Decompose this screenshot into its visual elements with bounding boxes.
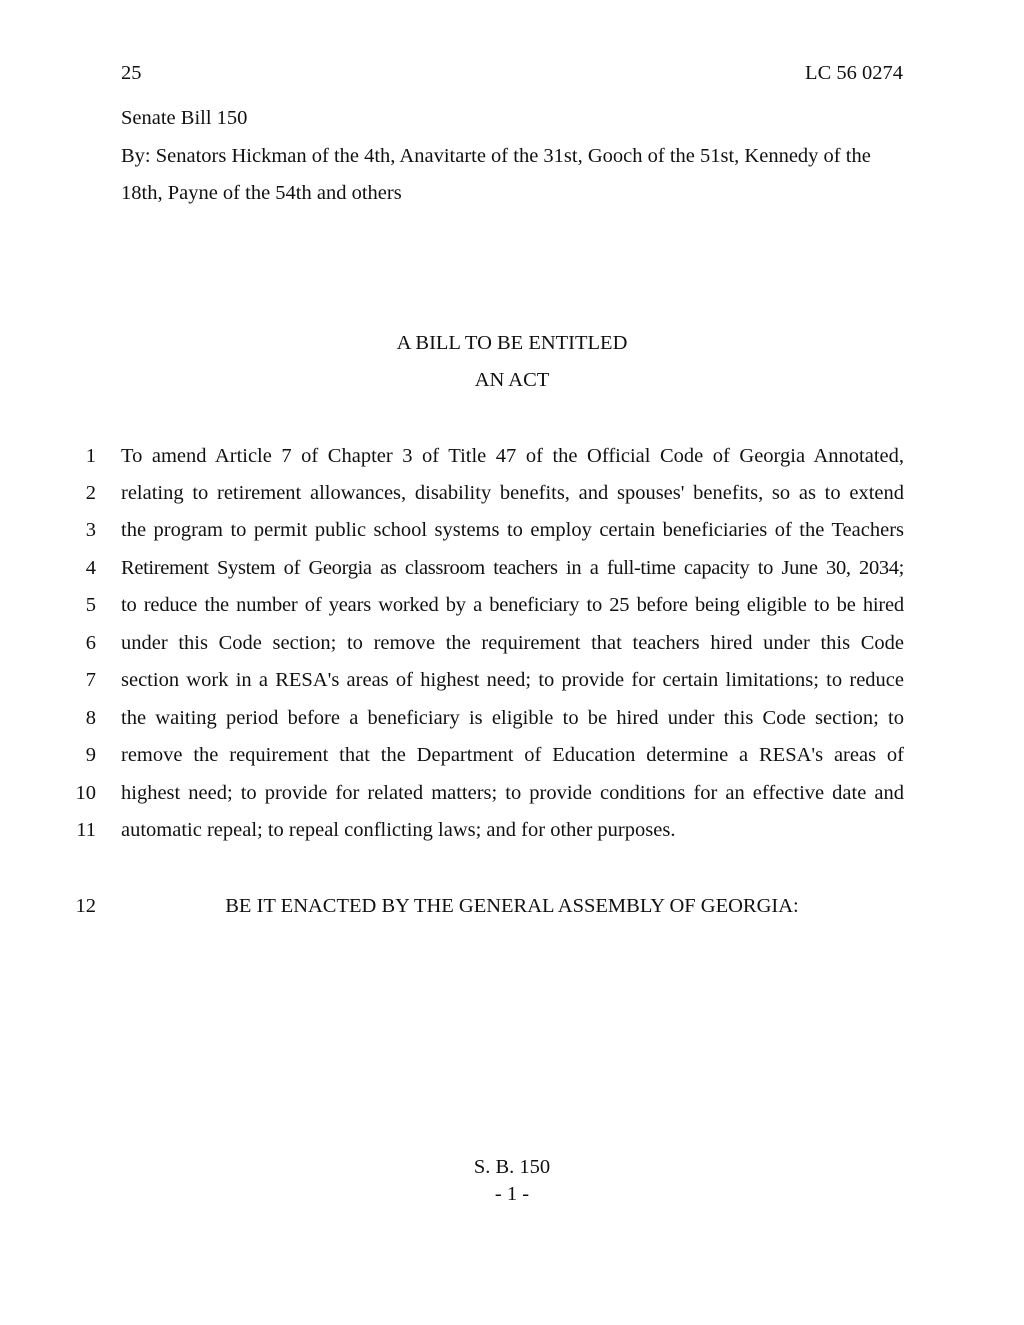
line-text: relating to retirement allowances, disability benefits, and spouses' benefits, so as to extend	[121, 482, 904, 504]
bill-title-line-1: A BILL TO BE ENTITLED	[396, 332, 628, 354]
line-text: to reduce the number of years worked by a beneficiary to 25 before being eligible to be hired	[121, 594, 904, 616]
body-line	[0, 594, 1024, 624]
line-number: 2	[85, 482, 96, 504]
enacting-clause-line	[0, 895, 1024, 925]
line-number: 11	[76, 819, 96, 841]
sponsors-line-2: 18th, Payne of the 54th and others	[121, 182, 402, 204]
line-text: Retirement System of Georgia as classroom teachers in a full-time capacity to June 30, 2034;	[121, 557, 904, 579]
footer-page-number: - 1 -	[494, 1183, 530, 1205]
line-text: highest need; to provide for related matters; to provide conditions for an effective date and	[121, 782, 904, 804]
body-line	[0, 744, 1024, 774]
body-line	[0, 669, 1024, 699]
line-text: section work in a RESA's areas of highest need; to provide for certain limitations; to reduce	[121, 669, 904, 691]
body-line	[0, 632, 1024, 662]
line-number: 9	[85, 744, 96, 766]
line-number: 3	[85, 519, 96, 541]
line-text: the waiting period before a beneficiary is eligible to be hired under this Code section; to	[121, 707, 904, 729]
line-text: under this Code section; to remove the requirement that teachers hired under this Code	[121, 632, 904, 654]
footer-bill-number: S. B. 150	[473, 1156, 551, 1178]
line-number: 7	[85, 669, 96, 691]
body-line	[0, 482, 1024, 512]
body-line	[0, 557, 1024, 587]
enacting-clause: BE IT ENACTED BY THE GENERAL ASSEMBLY OF GEORGIA:	[225, 895, 799, 917]
body-line	[0, 445, 1024, 475]
line-number: 1	[85, 445, 96, 467]
line-number: 10	[75, 782, 96, 804]
sponsors-line-1: By: Senators Hickman of the 4th, Anavitarte of the 31st, Gooch of the 51st, Kennedy of the	[121, 145, 871, 167]
line-number: 12	[75, 895, 96, 917]
line-text: remove the requirement that the Department of Education determine a RESA's areas of	[121, 744, 904, 766]
body-line	[0, 519, 1024, 549]
line-text: To amend Article 7 of Chapter 3 of Title 47 of the Official Code of Georgia Annotated,	[121, 445, 904, 467]
line-text: the program to permit public school systems to employ certain beneficiaries of the Teachers	[121, 519, 904, 541]
line-number: 4	[85, 557, 96, 579]
line-number: 6	[85, 632, 96, 654]
header-page-code: 25	[121, 62, 142, 84]
bill-title-line-2: AN ACT	[474, 369, 550, 391]
line-text: automatic repeal; to repeal conflicting laws; and for other purposes.	[121, 819, 676, 841]
body-line	[0, 782, 1024, 812]
line-number: 5	[85, 594, 96, 616]
line-number: 8	[85, 707, 96, 729]
header-lc-number: LC 56 0274	[805, 62, 903, 84]
body-line	[0, 819, 1024, 849]
body-line	[0, 707, 1024, 737]
bill-number: Senate Bill 150	[121, 107, 248, 129]
